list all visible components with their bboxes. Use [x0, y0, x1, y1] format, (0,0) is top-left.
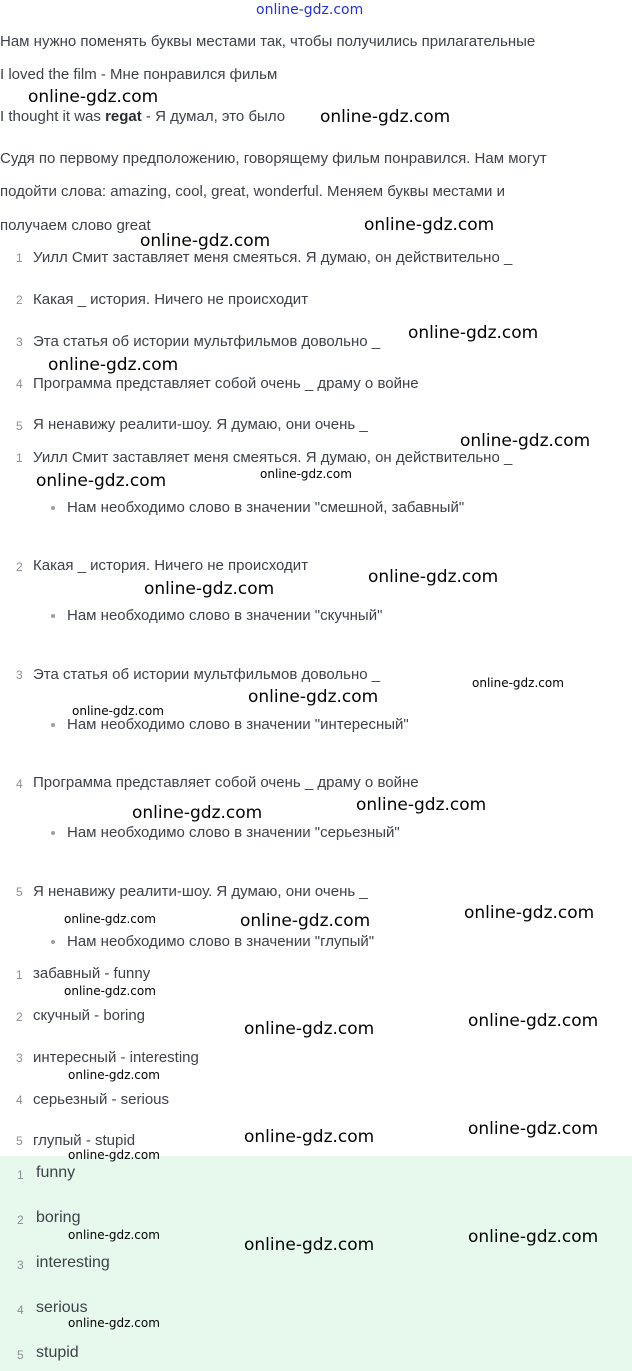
list-number: 4	[16, 1093, 23, 1107]
intro-text-3-pre: I thought it was	[0, 108, 106, 125]
watermark: online-gdz.com	[36, 471, 167, 491]
watermark: online-gdz.com	[68, 1228, 160, 1242]
list-item: Уилл Смит заставляет меня смеяться. Я думаю, он действительно _	[33, 449, 513, 466]
intro-text-4-line1: Судя по первому предположению, говорящему фильм понравился. Нам могут	[0, 150, 547, 167]
bullet-icon	[51, 506, 55, 510]
answer-item: interesting	[36, 1254, 110, 1271]
list-number: 2	[16, 1010, 23, 1024]
watermark: online-gdz.com	[240, 911, 371, 931]
list-item: Я ненавижу реалити-шоу. Я думаю, они очень _	[33, 416, 368, 433]
watermark: online-gdz.com	[468, 1119, 599, 1139]
watermark: online-gdz.com	[248, 687, 379, 707]
list-number: 1	[17, 1168, 24, 1182]
list-number: 4	[16, 377, 23, 391]
intro-text-2: I loved the film - Мне понравился фильм	[0, 66, 278, 83]
intro-text-3-bold: regat	[105, 108, 142, 125]
list-number: 3	[16, 1051, 23, 1065]
watermark: online-gdz.com	[48, 355, 179, 375]
answer-item: stupid	[36, 1344, 79, 1361]
list-item: Я ненавижу реалити-шоу. Я думаю, они очень _	[33, 883, 368, 900]
answer-item: boring	[36, 1209, 81, 1226]
bullet-icon	[51, 723, 55, 727]
watermark: online-gdz.com	[244, 1019, 375, 1039]
list-number: 4	[16, 777, 23, 791]
bullet-icon	[51, 614, 55, 618]
bullet-icon	[51, 831, 55, 835]
watermark: online-gdz.com	[260, 467, 352, 481]
watermark: online-gdz.com	[68, 1316, 160, 1330]
list-item: Программа представляет собой очень _ драму о войне	[33, 774, 419, 791]
list-item: интересный - interesting	[33, 1049, 199, 1066]
watermark: online-gdz.com	[356, 795, 487, 815]
list-number: 2	[16, 293, 23, 307]
watermark: online-gdz.com	[464, 903, 595, 923]
list-number: 2	[17, 1213, 24, 1227]
list-number: 3	[16, 668, 23, 682]
list-item: Какая _ история. Ничего не происходит	[33, 557, 309, 574]
list-item: Уилл Смит заставляет меня смеяться. Я думаю, он действительно _	[33, 249, 513, 266]
watermark-top: online-gdz.com	[256, 2, 364, 18]
list-item: глупый - stupid	[33, 1132, 136, 1149]
list-number: 3	[16, 335, 23, 349]
intro-text-4-line3: получаем слово great	[0, 217, 151, 234]
hint-text: Нам необходимо слово в значении "глупый"	[67, 933, 375, 950]
list-number: 5	[16, 1134, 23, 1148]
list-item: Программа представляет собой очень _ драму о войне	[33, 375, 419, 392]
watermark: online-gdz.com	[72, 704, 164, 718]
answers-panel	[0, 1156, 632, 1371]
hint-text: Нам необходимо слово в значении "скучный"	[67, 607, 383, 624]
watermark: online-gdz.com	[68, 1068, 160, 1082]
list-number: 1	[16, 451, 23, 465]
intro-text-3	[0, 107, 285, 127]
watermark: online-gdz.com	[472, 676, 564, 690]
watermark: online-gdz.com	[468, 1227, 599, 1247]
watermark: online-gdz.com	[320, 107, 451, 127]
watermark: online-gdz.com	[132, 803, 263, 823]
list-item: Какая _ история. Ничего не происходит	[33, 291, 309, 308]
watermark: online-gdz.com	[368, 567, 499, 587]
list-number: 4	[17, 1303, 24, 1317]
intro-text-1: Нам нужно поменять буквы местами так, чтобы получились прилагательные	[0, 33, 536, 50]
list-number: 1	[16, 251, 23, 265]
watermark: online-gdz.com	[460, 431, 591, 451]
list-item: Эта статья об истории мультфильмов довольно _	[33, 333, 381, 350]
list-number: 3	[17, 1258, 24, 1272]
list-number: 1	[16, 968, 23, 982]
bullet-icon	[51, 940, 55, 944]
watermark: online-gdz.com	[468, 1011, 599, 1031]
watermark: online-gdz.com	[68, 1148, 160, 1162]
hint-text: Нам необходимо слово в значении "серьезный"	[67, 824, 400, 841]
intro-text-4-line2: подойти слова: amazing, cool, great, wonderful. Меняем буквы местами и	[0, 183, 505, 200]
watermark: online-gdz.com	[28, 87, 159, 107]
hint-text: Нам необходимо слово в значении "смешной, забавный"	[67, 499, 465, 516]
watermark: online-gdz.com	[364, 215, 495, 235]
watermark: online-gdz.com	[408, 323, 539, 343]
answer-item: funny	[36, 1164, 76, 1181]
list-item: Эта статья об истории мультфильмов довольно _	[33, 666, 381, 683]
watermark: online-gdz.com	[144, 579, 275, 599]
watermark: online-gdz.com	[140, 231, 271, 251]
list-number: 5	[17, 1348, 24, 1362]
hint-text: Нам необходимо слово в значении "интересный"	[67, 716, 409, 733]
list-number: 5	[16, 885, 23, 899]
list-item: скучный - boring	[33, 1007, 146, 1024]
list-item: забавный - funny	[33, 965, 151, 982]
list-number: 5	[16, 419, 23, 433]
list-item: серьезный - serious	[33, 1091, 170, 1108]
watermark: online-gdz.com	[244, 1235, 375, 1255]
list-number: 2	[16, 560, 23, 574]
watermark: online-gdz.com	[244, 1127, 375, 1147]
watermark: online-gdz.com	[64, 984, 156, 998]
watermark: online-gdz.com	[64, 912, 156, 926]
answer-item: serious	[36, 1299, 88, 1316]
intro-text-3-post: - Я думал, это было	[141, 108, 286, 125]
